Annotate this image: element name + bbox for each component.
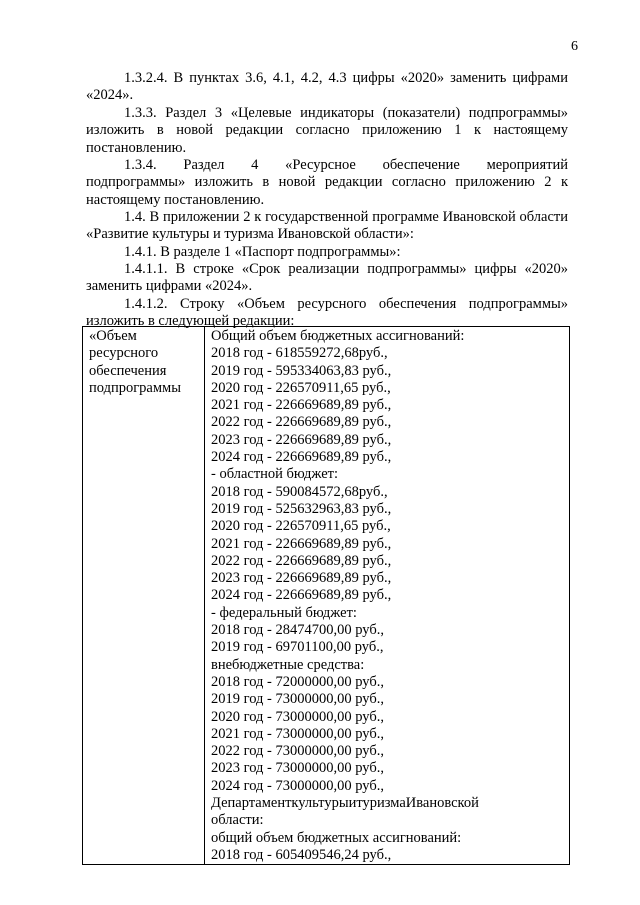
paragraph-1-3-2-4: 1.3.2.4. В пунктах 3.6, 4.1, 4.2, 4.3 цифры «2020» заменить цифрами «2024». — [86, 70, 568, 104]
word: туризма — [356, 795, 406, 812]
text-line: 2020 год - 73000000,00 руб., — [211, 708, 384, 725]
text-line: 2019 год - 525632963,83 руб., — [211, 500, 392, 517]
text-line: 2024 год - 73000000,00 руб., — [211, 777, 384, 794]
text-line: 2020 год - 226570911,65 руб., — [211, 379, 391, 396]
text-line: 2019 год - 595334063,83 руб., — [211, 362, 392, 379]
paragraph-1-3-4-rest: подпрограммы» изложить в новой редакции согласно приложению 2 к настоящему постановлению. — [86, 174, 568, 208]
paragraph-1-3-3: 1.3.3. Раздел 3 «Целевые индикаторы (показатели) подпрограммы» изложить в новой редакции согласно приложению 1 к настоящему постановлению. — [86, 105, 568, 156]
text-line: 2021 год - 73000000,00 руб., — [211, 725, 384, 742]
paragraph-1-3-4-first-line — [86, 157, 568, 174]
word: 4 — [251, 157, 259, 173]
text-line: - областной бюджет: — [211, 466, 339, 483]
paragraph-1-3-4 — [86, 157, 568, 209]
word: Департамент — [211, 795, 292, 812]
paragraph-1-4: 1.4. В приложении 2 к государственной программе Ивановской области «Развитие культуры и туризма Ивановской области»: — [86, 209, 568, 243]
text-line: 2019 год - 73000000,00 руб., — [211, 691, 384, 708]
resource-table — [82, 326, 570, 865]
text-line: 2018 год - 28474700,00 руб., — [211, 622, 384, 639]
word: 1.3.4. — [124, 157, 157, 173]
text-line: 2022 год - 73000000,00 руб., — [211, 743, 384, 760]
text-line: 2021 год - 226669689,89 руб., — [211, 397, 392, 414]
text-line: 2023 год - 73000000,00 руб., — [211, 760, 384, 777]
text-line: 2023 год - 226669689,89 руб., — [211, 431, 392, 448]
word: мероприятий — [486, 157, 568, 173]
text-line: 2019 год - 69701100,00 руб., — [211, 639, 384, 656]
word: «Ресурсное — [285, 157, 356, 173]
text-line: 2021 год - 226669689,89 руб., — [211, 535, 392, 552]
text-line: 2018 год - 605409546,24 руб., — [211, 846, 392, 863]
row-label-cell — [83, 327, 205, 865]
text-line: - федеральный бюджет: — [211, 604, 357, 621]
text-line: 2024 год - 226669689,89 руб., — [211, 449, 392, 466]
department-allocations — [211, 830, 565, 865]
table-row — [83, 327, 570, 865]
word: и — [348, 795, 357, 812]
text-line: 2018 год - 72000000,00 руб., — [211, 673, 384, 690]
page-number: 6 — [571, 39, 578, 54]
row-label — [89, 328, 200, 397]
text-line: подпрограммы — [89, 379, 181, 396]
text-line: области: — [211, 812, 264, 829]
text-line: 2022 год - 226669689,89 руб., — [211, 414, 392, 431]
text-line: «Объем — [89, 328, 137, 344]
word: Ивановской — [405, 795, 479, 812]
paragraph-1-4-1-1: 1.4.1.1. В строке «Срок реализации подпрограммы» цифры «2020» заменить цифрами «2024». — [86, 261, 568, 295]
text-line: обеспечения — [89, 362, 167, 379]
row-value — [211, 328, 565, 795]
word: культуры — [291, 795, 349, 812]
paragraph-1-4-1-2: 1.4.1.2. Строку «Объем ресурсного обеспечения подпрограммы» изложить в следующей редакции: — [86, 296, 568, 330]
department-line — [211, 795, 565, 812]
text-line: 2020 год - 226570911,65 руб., — [211, 518, 391, 535]
paragraph-1-4-1: 1.4.1. В разделе 1 «Паспорт подпрограммы»: — [124, 244, 401, 260]
text-line: 2023 год - 226669689,89 руб., — [211, 570, 392, 587]
text-line: 2022 год - 226669689,89 руб., — [211, 552, 392, 569]
word: Раздел — [183, 157, 225, 173]
text-line: 2018 год - 590084572,68руб., — [211, 483, 388, 500]
row-value-cell — [205, 327, 570, 865]
department-line-rest — [211, 812, 565, 829]
word: обеспечение — [382, 157, 460, 173]
text-line: 2018 год - 618559272,68руб., — [211, 345, 388, 362]
text-line: ресурсного — [89, 345, 159, 362]
text-line: общий объем бюджетных ассигнований: — [211, 829, 462, 846]
text-line: внебюджетные средства: — [211, 656, 365, 673]
text-line: 2024 год - 226669689,89 руб., — [211, 587, 392, 604]
text-line: Общий объем бюджетных ассигнований: — [211, 328, 465, 344]
